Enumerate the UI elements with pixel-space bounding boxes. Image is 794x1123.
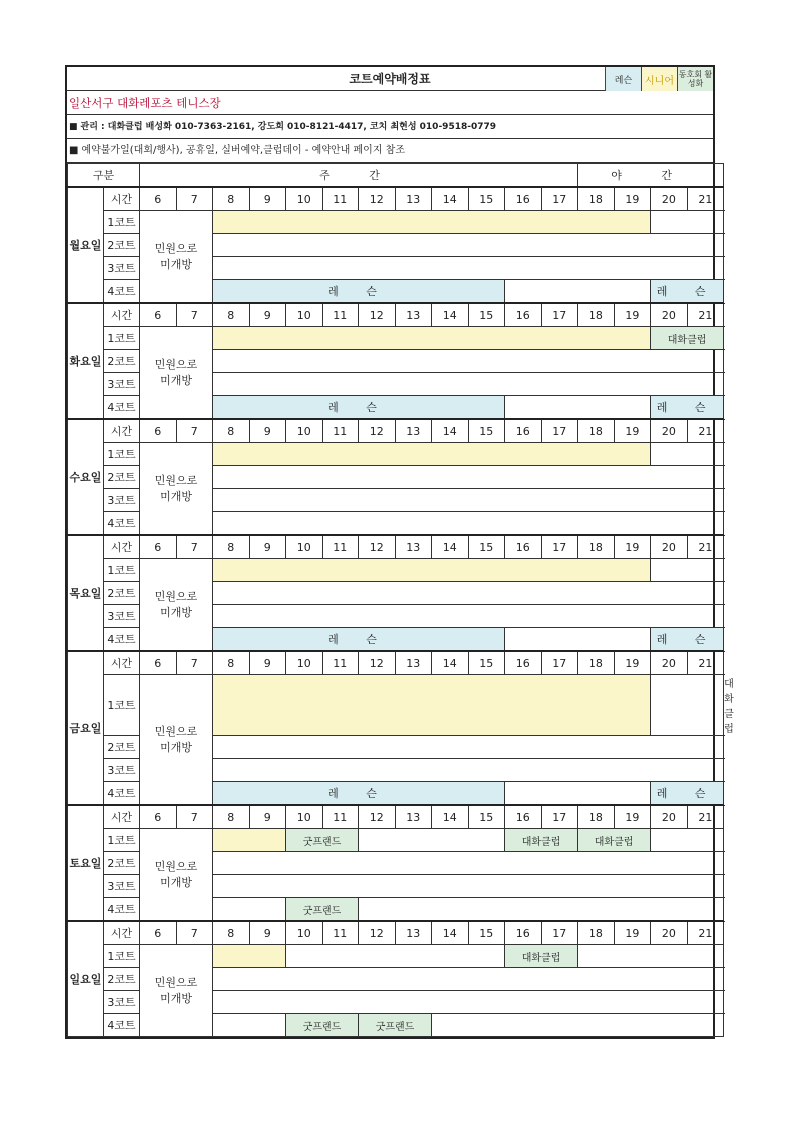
time-label: 시간 bbox=[104, 805, 140, 829]
hour-cell: 17 bbox=[541, 651, 578, 675]
hour-cell: 20 bbox=[651, 651, 688, 675]
open-slot bbox=[505, 280, 651, 304]
closed-note: 민원으로 미개방 bbox=[140, 945, 213, 1037]
senior-block bbox=[213, 211, 651, 234]
hour-cell: 8 bbox=[213, 805, 250, 829]
open-slot bbox=[213, 234, 724, 257]
day-label: 목요일 bbox=[68, 535, 104, 651]
hour-cell: 21 bbox=[687, 419, 724, 443]
time-label: 시간 bbox=[104, 419, 140, 443]
category-header: 구분 bbox=[68, 164, 140, 188]
open-slot bbox=[213, 350, 724, 373]
court-label: 1코트 bbox=[104, 675, 140, 736]
night-header: 야 간 bbox=[578, 164, 724, 188]
hour-cell: 8 bbox=[213, 651, 250, 675]
senior-block bbox=[213, 675, 651, 736]
hour-cell: 17 bbox=[541, 921, 578, 945]
court-label: 1코트 bbox=[104, 829, 140, 852]
time-row bbox=[68, 187, 724, 211]
hour-cell: 16 bbox=[505, 805, 542, 829]
hour-cell: 14 bbox=[432, 921, 469, 945]
open-slot bbox=[578, 945, 724, 968]
hour-cell: 10 bbox=[286, 419, 323, 443]
hour-cell: 20 bbox=[651, 303, 688, 327]
hour-cell: 10 bbox=[286, 187, 323, 211]
open-slot bbox=[505, 396, 651, 420]
hour-cell: 16 bbox=[505, 419, 542, 443]
court-label: 1코트 bbox=[104, 211, 140, 234]
hour-cell: 17 bbox=[541, 419, 578, 443]
hour-cell: 15 bbox=[468, 805, 505, 829]
hour-cell: 6 bbox=[140, 535, 177, 559]
hour-cell: 10 bbox=[286, 535, 323, 559]
open-slot bbox=[213, 466, 724, 489]
manager-info bbox=[67, 115, 713, 139]
hour-cell: 13 bbox=[395, 187, 432, 211]
open-slot bbox=[213, 736, 724, 759]
hour-cell: 20 bbox=[651, 805, 688, 829]
hour-cell: 19 bbox=[614, 303, 651, 327]
club-block: 굿프랜드 bbox=[286, 829, 359, 852]
hour-cell: 14 bbox=[432, 805, 469, 829]
hour-cell: 17 bbox=[541, 805, 578, 829]
club-block: 굿프랜드 bbox=[286, 1014, 359, 1037]
hour-cell: 16 bbox=[505, 535, 542, 559]
open-slot bbox=[651, 675, 724, 736]
court-label: 3코트 bbox=[104, 991, 140, 1014]
time-label: 시간 bbox=[104, 535, 140, 559]
time-row bbox=[68, 419, 724, 443]
hour-cell: 13 bbox=[395, 921, 432, 945]
senior-block bbox=[213, 945, 286, 968]
court-label: 4코트 bbox=[104, 512, 140, 536]
hour-cell: 17 bbox=[541, 535, 578, 559]
hour-cell: 20 bbox=[651, 419, 688, 443]
open-slot bbox=[213, 898, 286, 922]
hour-cell: 17 bbox=[541, 303, 578, 327]
court-row bbox=[68, 211, 724, 234]
hour-cell: 6 bbox=[140, 651, 177, 675]
notice bbox=[67, 139, 713, 163]
court-label: 4코트 bbox=[104, 628, 140, 652]
hour-cell: 12 bbox=[359, 921, 396, 945]
hour-cell: 6 bbox=[140, 419, 177, 443]
hour-cell: 10 bbox=[286, 303, 323, 327]
lesson-block: 레 슨 bbox=[651, 280, 724, 304]
hour-cell: 21 bbox=[687, 303, 724, 327]
hour-cell: 9 bbox=[249, 303, 286, 327]
legend bbox=[605, 67, 713, 91]
court-label: 3코트 bbox=[104, 257, 140, 280]
club-block: 대화클럽 bbox=[505, 829, 578, 852]
hour-cell: 8 bbox=[213, 535, 250, 559]
hour-cell: 19 bbox=[614, 921, 651, 945]
day-label: 일요일 bbox=[68, 921, 104, 1037]
club-block: 대화클럽 bbox=[651, 327, 724, 350]
bullet-icon: ■ bbox=[69, 122, 78, 132]
hour-cell: 14 bbox=[432, 419, 469, 443]
court-row bbox=[68, 327, 724, 350]
court-label: 3코트 bbox=[104, 605, 140, 628]
hour-cell: 21 bbox=[687, 921, 724, 945]
court-row bbox=[68, 559, 724, 582]
hour-cell: 9 bbox=[249, 651, 286, 675]
senior-block bbox=[213, 829, 286, 852]
hour-cell: 15 bbox=[468, 419, 505, 443]
hour-cell: 15 bbox=[468, 303, 505, 327]
hour-cell: 10 bbox=[286, 921, 323, 945]
open-slot bbox=[359, 898, 724, 922]
hour-cell: 13 bbox=[395, 535, 432, 559]
hour-cell: 11 bbox=[322, 187, 359, 211]
title-bar bbox=[67, 67, 713, 91]
hour-cell: 11 bbox=[322, 419, 359, 443]
open-slot bbox=[213, 991, 724, 1014]
open-slot bbox=[213, 512, 724, 536]
time-row bbox=[68, 805, 724, 829]
schedule-table bbox=[67, 163, 734, 1037]
hour-cell: 20 bbox=[651, 535, 688, 559]
hour-cell: 6 bbox=[140, 303, 177, 327]
open-slot bbox=[432, 1014, 724, 1037]
open-slot bbox=[359, 829, 505, 852]
hour-cell: 17 bbox=[541, 187, 578, 211]
hour-cell: 16 bbox=[505, 651, 542, 675]
open-slot bbox=[213, 373, 724, 396]
day-label: 화요일 bbox=[68, 303, 104, 419]
legend-lesson: 레슨 bbox=[605, 67, 641, 91]
hour-cell: 11 bbox=[322, 535, 359, 559]
court-row bbox=[68, 443, 724, 466]
open-slot bbox=[213, 875, 724, 898]
hour-cell: 15 bbox=[468, 187, 505, 211]
court-label: 4코트 bbox=[104, 280, 140, 304]
hour-cell: 11 bbox=[322, 921, 359, 945]
day-label: 금요일 bbox=[68, 651, 104, 805]
hour-cell: 8 bbox=[213, 419, 250, 443]
senior-block bbox=[213, 443, 651, 466]
hour-cell: 19 bbox=[614, 651, 651, 675]
hour-cell: 20 bbox=[651, 921, 688, 945]
time-row bbox=[68, 535, 724, 559]
hour-cell: 13 bbox=[395, 805, 432, 829]
lesson-block: 레 슨 bbox=[213, 396, 505, 420]
open-slot bbox=[651, 443, 724, 466]
hour-cell: 14 bbox=[432, 187, 469, 211]
court-label: 4코트 bbox=[104, 782, 140, 806]
open-slot bbox=[651, 559, 724, 582]
daytime-header: 주 간 bbox=[140, 164, 578, 188]
day-label: 수요일 bbox=[68, 419, 104, 535]
hour-cell: 9 bbox=[249, 921, 286, 945]
hour-cell: 8 bbox=[213, 187, 250, 211]
court-label: 2코트 bbox=[104, 968, 140, 991]
facility-name: 일산서구 대화레포츠 테니스장 bbox=[67, 91, 713, 115]
hour-cell: 11 bbox=[322, 651, 359, 675]
open-slot bbox=[213, 1014, 286, 1037]
hour-cell: 18 bbox=[578, 921, 615, 945]
club-block: 굿프랜드 bbox=[359, 1014, 432, 1037]
club-block: 굿프랜드 bbox=[286, 898, 359, 922]
hour-cell: 9 bbox=[249, 805, 286, 829]
club-block: 대화클럽 bbox=[578, 829, 651, 852]
hour-cell: 7 bbox=[176, 805, 213, 829]
court-row: 1코트 민원으로 미개방 대화클럽 bbox=[68, 675, 724, 736]
senior-block bbox=[213, 559, 651, 582]
hour-cell: 9 bbox=[249, 187, 286, 211]
hour-cell: 6 bbox=[140, 921, 177, 945]
time-label: 시간 bbox=[104, 303, 140, 327]
closed-note: 민원으로 미개방 bbox=[140, 829, 213, 922]
open-slot bbox=[213, 489, 724, 512]
hour-cell: 19 bbox=[614, 419, 651, 443]
time-label: 시간 bbox=[104, 921, 140, 945]
legend-club: 동호회 활성화 bbox=[677, 67, 713, 91]
hour-cell: 12 bbox=[359, 805, 396, 829]
hour-cell: 20 bbox=[651, 187, 688, 211]
time-row bbox=[68, 651, 724, 675]
hour-cell: 13 bbox=[395, 651, 432, 675]
bullet-icon: ■ bbox=[69, 145, 79, 156]
time-row bbox=[68, 303, 724, 327]
hour-cell: 13 bbox=[395, 303, 432, 327]
hour-cell: 9 bbox=[249, 535, 286, 559]
closed-note: 민원으로 미개방 bbox=[140, 443, 213, 536]
court-label: 3코트 bbox=[104, 373, 140, 396]
court-label: 2코트 bbox=[104, 852, 140, 875]
hour-cell: 19 bbox=[614, 535, 651, 559]
lesson-block: 레 슨 bbox=[213, 280, 505, 304]
closed-note: 민원으로 미개방 bbox=[140, 559, 213, 652]
closed-note: 민원으로 미개방 bbox=[140, 675, 213, 806]
hour-cell: 7 bbox=[176, 921, 213, 945]
hour-cell: 14 bbox=[432, 535, 469, 559]
hour-cell: 6 bbox=[140, 187, 177, 211]
manager-text: 관리 : 대화클럽 배성화 010-7363-2161, 강도희 010-8121-4417, 코치 최현성 010-9518-0779 bbox=[80, 122, 497, 132]
court-label: 2코트 bbox=[104, 736, 140, 759]
court-label: 2코트 bbox=[104, 350, 140, 373]
lesson-block: 레 슨 bbox=[213, 782, 505, 806]
header-row bbox=[68, 164, 724, 188]
court-label: 2코트 bbox=[104, 466, 140, 489]
hour-cell: 7 bbox=[176, 419, 213, 443]
hour-cell: 13 bbox=[395, 419, 432, 443]
lesson-block: 레 슨 bbox=[651, 628, 724, 652]
hour-cell: 18 bbox=[578, 805, 615, 829]
open-slot bbox=[213, 582, 724, 605]
hour-cell: 16 bbox=[505, 303, 542, 327]
hour-cell: 6 bbox=[140, 805, 177, 829]
open-slot bbox=[213, 968, 724, 991]
day-label: 월요일 bbox=[68, 187, 104, 303]
reservation-sheet bbox=[65, 65, 734, 1039]
court-label: 3코트 bbox=[104, 875, 140, 898]
legend-senior: 시니어 bbox=[641, 67, 677, 91]
hour-cell: 11 bbox=[322, 303, 359, 327]
hour-cell: 7 bbox=[176, 187, 213, 211]
hour-cell: 18 bbox=[578, 187, 615, 211]
hour-cell: 19 bbox=[614, 805, 651, 829]
time-label: 시간 bbox=[104, 187, 140, 211]
hour-cell: 8 bbox=[213, 303, 250, 327]
hour-cell: 14 bbox=[432, 303, 469, 327]
hour-cell: 18 bbox=[578, 535, 615, 559]
hour-cell: 9 bbox=[249, 419, 286, 443]
court-label: 4코트 bbox=[104, 898, 140, 922]
hour-cell: 16 bbox=[505, 187, 542, 211]
lesson-block: 레 슨 bbox=[651, 396, 724, 420]
hour-cell: 15 bbox=[468, 921, 505, 945]
senior-block bbox=[213, 327, 651, 350]
hour-cell: 10 bbox=[286, 651, 323, 675]
hour-cell: 12 bbox=[359, 535, 396, 559]
page-title: 코트예약배정표 bbox=[349, 72, 431, 86]
hour-cell: 21 bbox=[687, 535, 724, 559]
hour-cell: 16 bbox=[505, 921, 542, 945]
hour-cell: 7 bbox=[176, 651, 213, 675]
court-label: 4코트 bbox=[104, 1014, 140, 1037]
open-slot bbox=[213, 759, 724, 782]
court-label: 4코트 bbox=[104, 396, 140, 420]
court-label: 3코트 bbox=[104, 759, 140, 782]
open-slot bbox=[651, 829, 724, 852]
hour-cell: 18 bbox=[578, 651, 615, 675]
hour-cell: 11 bbox=[322, 805, 359, 829]
open-slot bbox=[505, 782, 651, 806]
open-slot bbox=[213, 605, 724, 628]
lesson-block: 레 슨 bbox=[213, 628, 505, 652]
hour-cell: 18 bbox=[578, 303, 615, 327]
lesson-block: 레 슨 bbox=[651, 782, 724, 806]
hour-cell: 14 bbox=[432, 651, 469, 675]
hour-cell: 7 bbox=[176, 303, 213, 327]
court-label: 1코트 bbox=[104, 327, 140, 350]
hour-cell: 15 bbox=[468, 535, 505, 559]
open-slot bbox=[213, 852, 724, 875]
time-row bbox=[68, 921, 724, 945]
hour-cell: 10 bbox=[286, 805, 323, 829]
hour-cell: 12 bbox=[359, 419, 396, 443]
club-block: 대화클럽 bbox=[505, 945, 578, 968]
court-label: 2코트 bbox=[104, 234, 140, 257]
open-slot bbox=[286, 945, 505, 968]
time-label: 시간 bbox=[104, 651, 140, 675]
court-label: 3코트 bbox=[104, 489, 140, 512]
hour-cell: 15 bbox=[468, 651, 505, 675]
court-row bbox=[68, 945, 724, 968]
hour-cell: 8 bbox=[213, 921, 250, 945]
hour-cell: 12 bbox=[359, 187, 396, 211]
day-label: 토요일 bbox=[68, 805, 104, 921]
hour-cell: 12 bbox=[359, 651, 396, 675]
court-label: 1코트 bbox=[104, 945, 140, 968]
closed-note: 민원으로 미개방 bbox=[140, 211, 213, 304]
court-label: 1코트 bbox=[104, 559, 140, 582]
open-slot bbox=[213, 257, 724, 280]
court-label: 1코트 bbox=[104, 443, 140, 466]
hour-cell: 21 bbox=[687, 651, 724, 675]
court-label: 2코트 bbox=[104, 582, 140, 605]
hour-cell: 19 bbox=[614, 187, 651, 211]
court-row bbox=[68, 829, 724, 852]
notice-text: 예약불가일(대회/행사), 공휴일, 실버예약,클럽데이 - 예약안내 페이지 참조 bbox=[81, 145, 405, 156]
hour-cell: 18 bbox=[578, 419, 615, 443]
closed-note: 민원으로 미개방 bbox=[140, 327, 213, 420]
hour-cell: 21 bbox=[687, 187, 724, 211]
open-slot bbox=[505, 628, 651, 652]
hour-cell: 7 bbox=[176, 535, 213, 559]
hour-cell: 12 bbox=[359, 303, 396, 327]
open-slot bbox=[651, 211, 724, 234]
hour-cell: 21 bbox=[687, 805, 724, 829]
